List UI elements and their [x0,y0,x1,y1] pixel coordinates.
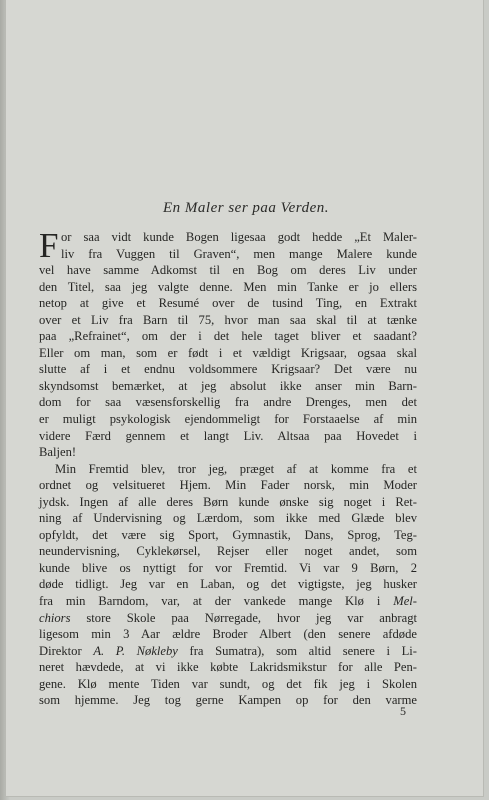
text-segment: Direktor [39,643,82,658]
text-segment: fra Sumatra), som altid senere i Li- [177,643,417,658]
text-line: over et Liv fra Barn til 75, hvor man saa skal til at tænke [39,312,417,327]
text-line: neundervisning, Cyklekørsel, Rejser eller noget andet, som [39,544,417,559]
text-line [39,610,417,627]
text-line: dom for saa væsensforskellig fra andre Drenges, men det [39,395,417,410]
text-line: netop at give et Resumé over de tusind Ting, en Extrakt [39,296,417,311]
italic-text: chiors [39,610,71,625]
text-line: vel have samme Adkomst til en Bog om deres Liv under [39,263,417,278]
text-line: gene. Klø mente Tiden var sundt, og det fik jeg i Skolen [39,676,417,691]
body-text [39,226,417,709]
text-line: paa „Refrainet“, om der i det hele taget bliver et saadant? [39,329,417,344]
text-line: opfyldt, det være sig Sport, Gymnastik, Dans, Sprog, Teg- [39,527,417,542]
text-line: som hjemme. Jeg tog gerne Kampen op for den varme [39,693,417,708]
text-line: videre Færd gennem et langt Liv. Altsaa paa Hovedet i [39,428,417,443]
text-line: Baljen! [39,445,77,460]
text-line: er muligt psykologisk ejendommeligt for Forstaaelse af min [39,412,417,427]
text-line [39,643,417,660]
text-line: or saa vidt kunde Bogen ligesaa godt hedde „Et Maler- [61,230,417,244]
text-segment: store Skole paa Nørregade, hvor jeg var anbragt [70,610,417,625]
text-line: Eller om man, som er født i et vældigt Krigsaar, ogsaa skal [39,345,417,360]
text-line [39,593,417,610]
text-line: den Titel, saa jeg valgte denne. Men min Tanke er jo ellers [39,279,417,294]
chapter-title: En Maler ser paa Verden. [163,200,329,216]
page-number: 5 [400,704,406,718]
text-line: ordnet og velsitueret Hjem. Min Fader norsk, min Moder [39,478,417,493]
text-line: kunde blive os nyttigt for vor Fremtid. Vi var 9 Børn, 2 [39,560,417,575]
text-line: jydsk. Ingen af alle deres Børn kunde ønske sig noget i Ret- [39,494,417,509]
text-line: slutte af i et endnu voldsommere Krigsaar? Det være nu [39,362,417,377]
text-line: liv fra Vuggen til Graven“, men mange Malere kunde [61,246,417,261]
text-line: ligesom min 3 Aar ældre Broder Albert (den senere afdøde [39,627,417,642]
text-line: ning af Undervisning og Lærdom, som ikke med Glæde blev [39,511,417,526]
text-line: neret hævdede, at vi ikke købte Lakridsmikstur for alle Pen- [39,660,417,675]
italic-text: A. P. Nøkleby [93,643,178,658]
drop-cap: F [39,226,59,265]
text-segment: fra min Barndom, var, at der vankede mange Klø i [39,594,381,609]
text-line: skyndsomst bemærket, at jeg absolut ikke anser min Barn- [39,378,417,393]
text-line: Min Fremtid blev, tror jeg, præget af at komme fra et [55,461,417,476]
book-page [6,0,483,796]
text-line: døde tidligt. Jeg var en Laban, og det vigtigste, jeg husker [39,577,417,592]
italic-text: Mel- [393,594,417,609]
